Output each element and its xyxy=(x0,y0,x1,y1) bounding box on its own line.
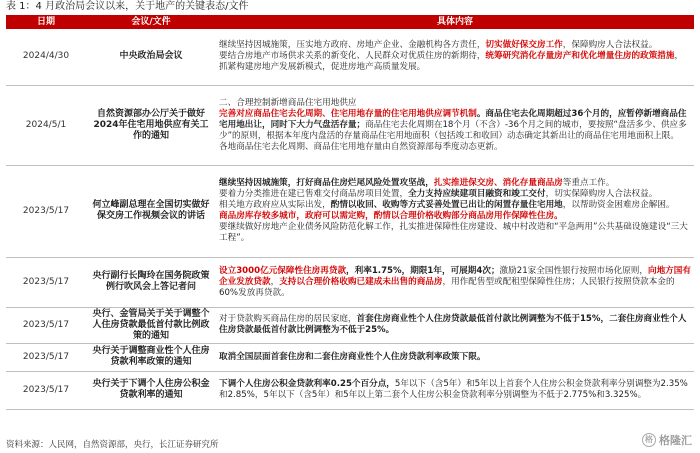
row-content xyxy=(216,85,694,165)
row-date: 2024/5/1 xyxy=(6,85,86,165)
row-content xyxy=(216,29,694,85)
table-row xyxy=(6,257,694,307)
watermark xyxy=(642,432,692,448)
content-segment: 二、合理控制新增商品住宅用地供应 xyxy=(219,97,357,108)
header-date: 日期 xyxy=(6,15,86,29)
content-segment: 酌情以收回、收购等方式妥善处置已出让的闲置存量住宅用地 xyxy=(330,200,563,210)
table-row xyxy=(6,307,694,343)
content-segment: 向地方国有企业发放贷款 xyxy=(219,265,691,287)
policy-table xyxy=(6,15,694,410)
table-row xyxy=(6,29,694,85)
content-segment: 等重点工作。 xyxy=(562,178,615,188)
content-segment: ，抓紧构建房地产发展新模式，促进房地产高质量发展。 xyxy=(219,51,684,73)
content-segment: 人民银行按照贷款本金的60%发放再贷款。 xyxy=(219,276,675,298)
header-meeting: 会议/文件 xyxy=(86,15,216,29)
table-row xyxy=(6,85,694,165)
content-segment: 相关地方政府应从实际出发， xyxy=(219,200,331,210)
content-segment: ，保障购房人合法权益。 xyxy=(562,40,658,51)
content-segment: 5年以下（含5年）和5年以上首套个人住房公积金贷款利率分别调整为2.35%和2.85%，5年以下（含5年）和5年以上第二套个人住房公积金贷款利率分别调整为不低于2.775%和3.325%。 xyxy=(219,379,688,400)
content-segment: 。商品住宅去化周期超过36个月的，应暂停新增商品住宅用地出让，同时下大力气盘活存量； xyxy=(219,108,687,130)
content-segment: ，利率1.75%，期限1年，可展期4次； xyxy=(346,265,500,276)
row-content xyxy=(216,165,694,257)
content-segment: ，用作配售型或配租型保障性住房； xyxy=(442,276,580,287)
source-note: 资料来源：人民网，自然资源部，央行，长江证券研究所 xyxy=(6,440,219,450)
watermark-logo-icon: 格 xyxy=(642,433,656,447)
row-meeting-title: 央行关于下调个人住房公积金贷款利率的通知 xyxy=(86,371,216,409)
content-segment: 继续坚持因城施策，打好商品住房烂尾风险处置攻坚战， xyxy=(219,178,434,188)
content-segment: 商品房库存较多城市，政府可以需定购，酌情以合理价格收购部分商品房用作保障性住房。 xyxy=(219,211,563,221)
content-segment: 要继续做好房地产企业债务风险防范化解工作，扎实推进保障性住房建设、城中村改造和“平急两用”公共基础设施建设“三大工程”。 xyxy=(219,222,688,243)
content-segment: 各地商品住宅去化周期、商品住宅用地存量由自然资源部每季度动态更新。 xyxy=(219,141,503,152)
content-segment: 激励21家全国性银行按照市场化原则， xyxy=(499,265,648,276)
content-segment: 切实做好保交房工作 xyxy=(485,40,563,51)
row-content xyxy=(216,343,694,371)
content-segment: 统筹研究消化存量房产和优化增量住房的政策措施 xyxy=(485,51,675,62)
content-segment: 设立3000亿元保障性住房再贷款 xyxy=(219,265,347,276)
row-meeting-title: 央行、金管局关于关于调整个人住房贷款最低首付款比例政策的通知 xyxy=(86,307,216,343)
content-segment: 对于贷款购买商品住房的居民家庭， xyxy=(219,314,357,324)
content-segment: 支持以合理价格收购已建成未出售的商品房 xyxy=(279,276,443,287)
content-segment: 取消全国层面首套住房和二套住房商业性个人住房贷款利率政策下限。 xyxy=(219,351,486,362)
row-meeting-title: 中央政治局会议 xyxy=(86,29,216,85)
row-date: 2023/5/17 xyxy=(6,343,86,371)
table-row xyxy=(6,343,694,371)
row-date: 2023/5/17 xyxy=(6,371,86,409)
table-row xyxy=(6,371,694,409)
content-segment: 要着力分类推进在建已售难交付商品房项目处置， xyxy=(219,189,409,199)
content-segment: ，切实保障购房人合法权益。 xyxy=(545,189,658,199)
content-segment: 继续坚持因城施策，压实地方政府、房地产企业、金融机构各方责任， xyxy=(219,40,486,51)
row-content xyxy=(216,371,694,409)
content-segment: 首套住房商业性个人住房贷款最低首付款比例调整为不低于15%，二套住房商业性个人住房贷款最低首付款比例调整为不低于25%。 xyxy=(219,314,687,335)
content-segment: 商品住宅去化周期在18个月（不含）-36个月之间的城市，要按照“盘活多少、供应多少”的原则，根据本年度内盘活的存量商品住宅用地面积（包括竣工和收回）动态确定其新出让的商品住宅用地面积上限。 xyxy=(219,119,687,141)
row-content xyxy=(216,307,694,343)
row-content xyxy=(216,257,694,307)
content-segment: 全力支持应续建项目融资和竣工交付 xyxy=(408,189,546,199)
table-row xyxy=(6,165,694,257)
table-header-row xyxy=(6,15,694,29)
content-segment: ，以帮助资金困难房企解困。 xyxy=(562,200,675,210)
content-segment: 扎实推进保交房、消化存量商品房 xyxy=(433,178,563,188)
row-date: 2024/4/30 xyxy=(6,29,86,85)
content-segment: ， xyxy=(270,276,280,287)
row-meeting-title: 央行副行长陶玲在国务院政策例行吹风会上答记者问 xyxy=(86,257,216,307)
header-content: 具体内容 xyxy=(216,15,694,29)
row-meeting-title: 何立峰副总理在全国切实做好保交房工作视频会议的讲话 xyxy=(86,165,216,257)
row-date: 2023/5/17 xyxy=(6,257,86,307)
row-date: 2023/5/17 xyxy=(6,165,86,257)
row-date: 2023/5/17 xyxy=(6,307,86,343)
table-caption: 表 1：4 月政治局会议以来，关于地产的关键表态/文件 xyxy=(6,1,249,12)
watermark-text: 格隆汇 xyxy=(659,434,692,447)
content-segment: 要结合房地产市场供求关系的新变化、人民群众对优质住房的新期待， xyxy=(219,51,486,62)
row-meeting-title: 自然资源部办公厅关于做好2024年住宅用地供应有关工作的通知 xyxy=(86,85,216,165)
row-meeting-title: 央行关于调整商业性个人住房贷款利率政策的通知 xyxy=(86,343,216,371)
content-segment: 完善对应商品住宅去化周期、住宅用地存量的住宅用地供应调节机制 xyxy=(219,108,477,119)
content-segment: 下调个人住房公积金贷款利率0.25个百分点， xyxy=(219,379,395,389)
